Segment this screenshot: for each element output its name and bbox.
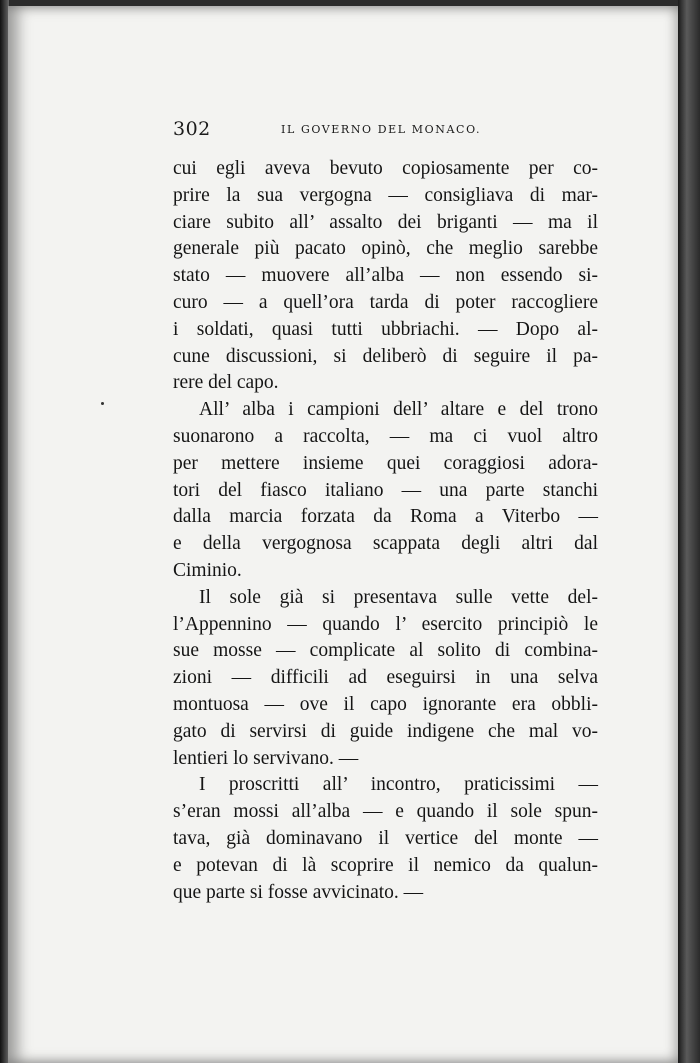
text-line: dalla marcia forzata da Roma a Viterbo — xyxy=(173,506,598,528)
text-line: cune discussioni, si deliberò di seguire il pa- xyxy=(173,345,598,367)
text-line: Il sole già si presentava sulle vette del- xyxy=(199,586,598,608)
text-line: cui egli aveva bevuto copiosamente per co- xyxy=(173,158,598,179)
text-line: prire la sua vergogna — consigliava di mar- xyxy=(173,184,598,206)
text-line: ciare subito all’ assalto dei briganti — ma il xyxy=(173,211,598,233)
text-line: lentieri lo servivano. — xyxy=(173,747,359,769)
text-line: montuosa — ove il capo ignorante era obbli- xyxy=(173,693,598,715)
text-line: sue mosse — complicate al solito di combina- xyxy=(173,640,598,662)
text-line: gato di servirsi di guide indigene che mal vo- xyxy=(173,720,598,742)
text-line: curo — a quell’ora tarda di poter raccogliere xyxy=(173,291,598,313)
text-line: i soldati, quasi tutti ubbriachi. — Dopo al- xyxy=(173,318,598,340)
page-header xyxy=(173,118,598,144)
text-line: generale più pacato opinò, che meglio sarebbe xyxy=(173,238,598,260)
page-number: 302 xyxy=(173,118,211,140)
text-line: e della vergognosa scappata degli altri dal xyxy=(173,533,598,555)
text-line: rere del capo. xyxy=(173,372,279,394)
text-line: per mettere insieme quei coraggiosi adora- xyxy=(173,452,598,474)
body-text xyxy=(173,156,598,906)
text-line: s’eran mossi all’alba — e quando il sole spun- xyxy=(173,801,598,823)
text-line: tava, già dominavano il vertice del monte — xyxy=(173,827,598,849)
running-title: IL GOVERNO DEL MONACO. xyxy=(281,123,482,136)
text-line: e potevan di là scoprire il nemico da qualun- xyxy=(173,854,598,876)
text-line: que parte si fosse avvicinato. — xyxy=(173,881,424,903)
text-line: Ciminio. xyxy=(173,559,242,581)
text-line: zioni — difficili ad eseguirsi in una selva xyxy=(173,667,598,689)
book-gutter-shadow xyxy=(678,0,700,1063)
text-line: I proscritti all’ incontro, praticissimi — xyxy=(199,774,598,796)
text-line: All’ alba i campioni dell’ altare e del trono xyxy=(199,399,598,421)
text-line: l’Appennino — quando l’ esercito principiò le xyxy=(173,613,598,635)
text-line: suonarono a raccolta, — ma ci vuol altro xyxy=(173,425,598,447)
ink-speck xyxy=(101,402,104,405)
text-line: stato — muovere all’alba — non essendo si- xyxy=(173,265,598,287)
text-line: tori del fiasco italiano — una parte stanchi xyxy=(173,479,598,501)
